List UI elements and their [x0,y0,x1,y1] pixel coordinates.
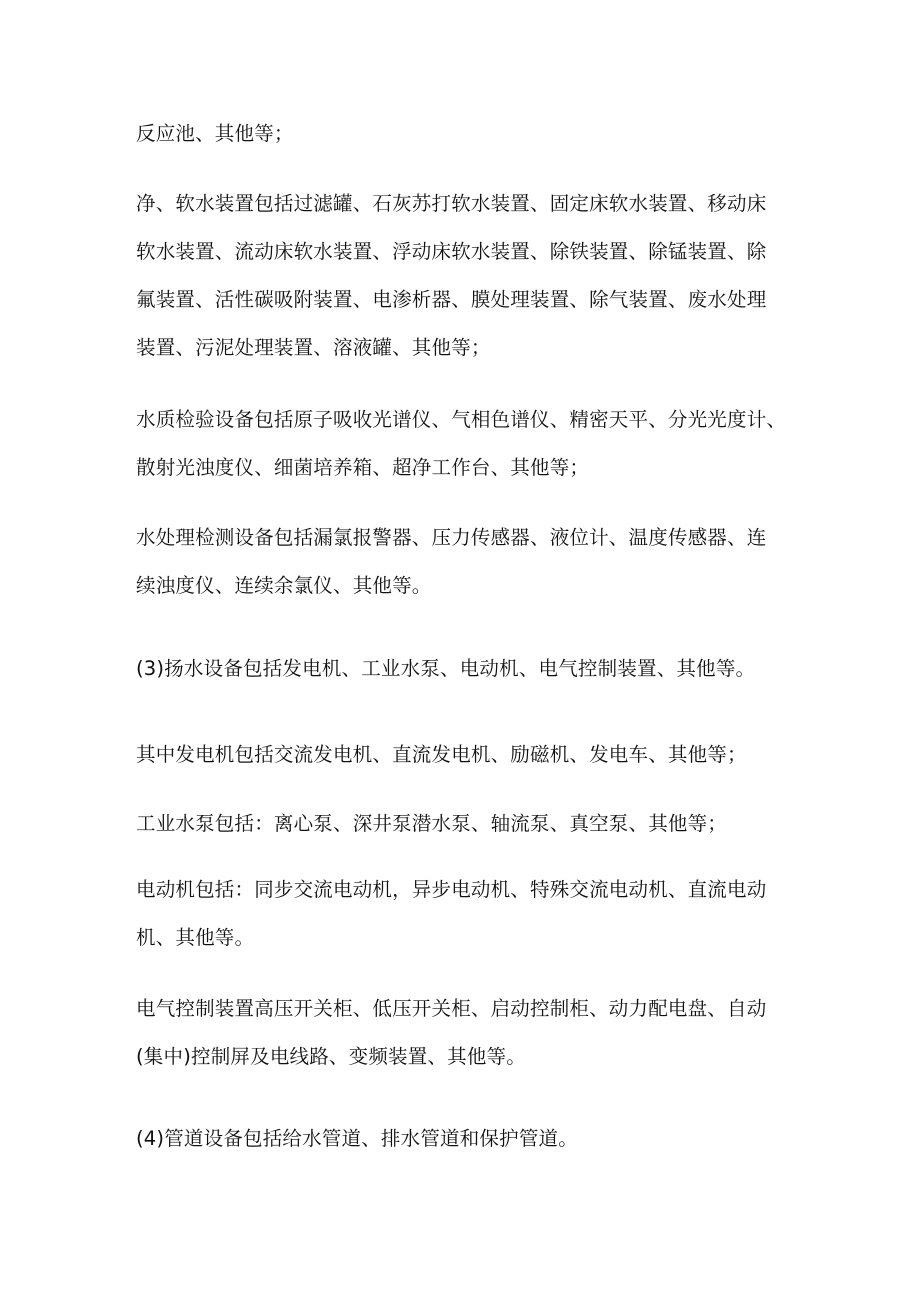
text-line: (4)管道设备包括给水管道、排水管道和保护管道。 [136,1127,578,1150]
text-line: 软水装置、流动床软水装置、浮动床软水装置、除铁装置、除锰装置、除 [136,240,767,263]
paragraph-electrical-control [136,985,800,1081]
text-line: 水质检验设备包括原子吸收光谱仪、气相色谱仪、精密天平、分光光度计、 [136,408,787,431]
paragraph-generators [136,731,800,779]
paragraph-motors [136,866,800,962]
text-line: 水处理检测设备包括漏氯报警器、压力传感器、液位计、温度传感器、连 [136,526,767,549]
text-line: 装置、污泥处理装置、溶液罐、其他等； [136,336,491,359]
text-line: 反应池、其他等； [136,122,294,145]
paragraph-reaction-tank [136,110,800,158]
text-line: 续浊度仪、连续余氯仪、其他等。 [136,574,432,597]
paragraph-water-quality-testing [136,396,800,492]
text-line: 净、软水装置包括过滤罐、石灰苏打软水装置、固定床软水装置、移动床 [136,192,767,215]
text-line: 氟装置、活性碳吸附装置、电渗析器、膜处理装置、除气装置、废水处理 [136,288,767,311]
paragraph-pumping-equipment [136,645,800,693]
text-line: 散射光浊度仪、细菌培养箱、超净工作台、其他等； [136,456,590,479]
paragraph-pipeline-equipment [136,1115,800,1163]
paragraph-treatment-monitoring [136,514,800,610]
paragraph-softening-equipment [136,180,800,372]
text-line: 其中发电机包括交流发电机、直流发电机、励磁机、发电车、其他等； [136,743,747,766]
text-line: (3)扬水设备包括发电机、工业水泵、电动机、电气控制装置、其他等。 [136,657,756,680]
paragraph-industrial-pumps [136,800,800,848]
text-line: (集中)控制屏及电线路、变频装置、其他等。 [136,1045,526,1068]
text-line: 电气控制装置高压开关柜、低压开关柜、启动控制柜、动力配电盘、自动 [136,997,767,1020]
text-line: 机、其他等。 [136,926,255,949]
text-line: 工业水泵包括：离心泵、深井泵潜水泵、轴流泵、真空泵、其他等； [136,812,728,835]
text-line: 电动机包括：同步交流电动机，异步电动机、特殊交流电动机、直流电动 [136,878,767,901]
